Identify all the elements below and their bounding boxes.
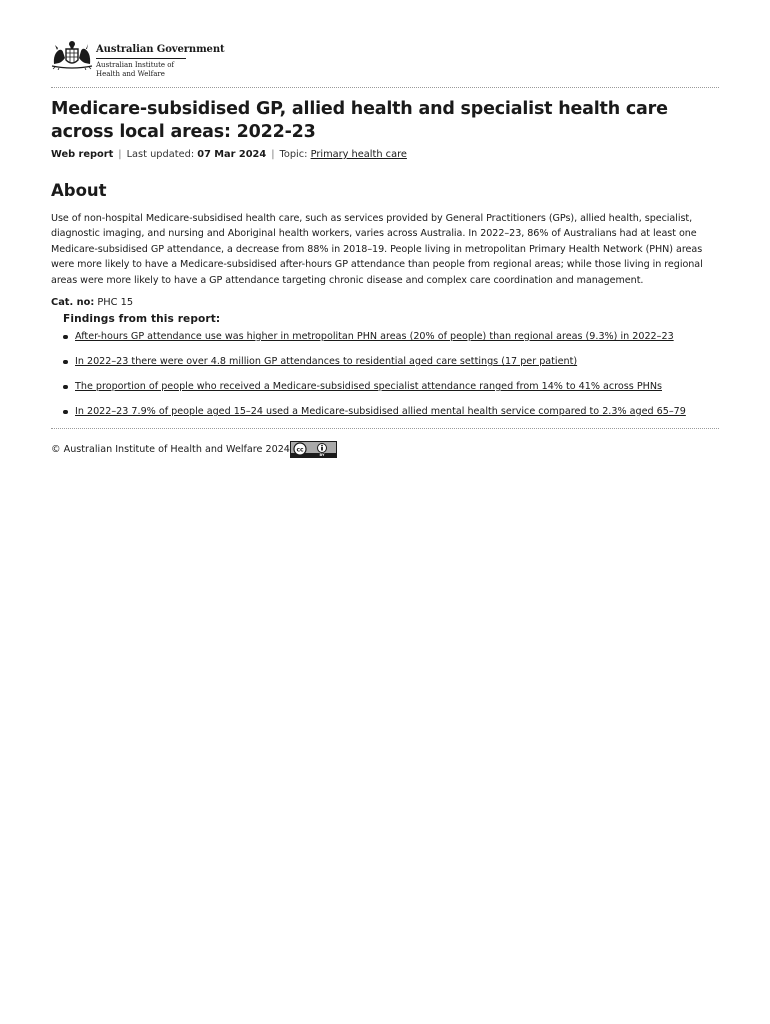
meta-separator: | bbox=[271, 149, 275, 160]
cat-label: Cat. no: bbox=[51, 297, 95, 308]
coat-of-arms-icon bbox=[51, 40, 93, 70]
bullet-icon bbox=[63, 385, 68, 390]
report-meta bbox=[51, 148, 407, 161]
topic-link[interactable]: Primary health care bbox=[310, 149, 407, 160]
catalogue-number bbox=[51, 296, 133, 309]
svg-text:cc: cc bbox=[296, 446, 304, 454]
finding-item bbox=[63, 405, 723, 430]
finding-link[interactable]: After-hours GP attendance use was higher in metropolitan PHN areas (20% of people) than regional areas (9.3%) in 2022–23 bbox=[75, 331, 674, 342]
about-text: Use of non-hospital Medicare-subsidised health care, such as services provided by General Practitioners (GPs), allied health, specialist, diagnostic imaging, and nursing and Aboriginal health workers, varies across Australia. In 2022–23, 86% of Australians had at least one Medicare-subsidised GP attendance, a decrease from 88% in 2018–19. People living in metropolitan Primary Health Network (PHN) areas were more likely to have a Medicare-subsidised after-hours GP attendance than people from regional areas; while those living in regional areas were more likely to have a GP attendance targeting chronic disease and complex care coordination and management. bbox=[51, 213, 703, 286]
agency-name-line-2: Health and Welfare bbox=[96, 69, 165, 78]
cat-value: PHC 15 bbox=[97, 297, 134, 308]
government-name: Australian Government bbox=[96, 44, 225, 55]
finding-item bbox=[63, 355, 723, 380]
finding-link[interactable]: In 2022–23 there were over 4.8 million GP attendances to residential aged care settings (17 per patient) bbox=[75, 356, 578, 367]
findings-list bbox=[63, 330, 723, 430]
updated-date: 07 Mar 2024 bbox=[197, 149, 267, 160]
wordmark-divider bbox=[96, 58, 186, 59]
agency-wordmark bbox=[96, 44, 225, 78]
finding-link[interactable]: The proportion of people who received a Medicare-subsidised specialist attendance ranged from 14% to 41% across PHNs bbox=[75, 381, 662, 392]
agency-name-line-1: Australian Institute of bbox=[96, 61, 175, 69]
cc-by-symbols-icon bbox=[291, 442, 336, 457]
bullet-icon bbox=[63, 335, 68, 340]
cc-by-icon[interactable] bbox=[290, 441, 337, 458]
finding-item bbox=[63, 330, 723, 355]
page-title: Medicare-subsidised GP, allied health and specialist health care across local areas: 2022-23 bbox=[51, 99, 668, 142]
about-heading: About bbox=[51, 181, 107, 200]
bullet-icon bbox=[63, 410, 68, 415]
meta-separator: | bbox=[118, 149, 122, 160]
finding-item bbox=[63, 380, 723, 405]
copyright-text: © Australian Institute of Health and Welfare 2024 bbox=[51, 444, 290, 455]
header-divider bbox=[51, 87, 719, 88]
footer-divider bbox=[51, 428, 719, 429]
report-type: Web report bbox=[51, 149, 114, 160]
findings-heading: Findings from this report: bbox=[63, 313, 221, 325]
updated-label: Last updated: bbox=[126, 149, 195, 160]
site-header bbox=[51, 40, 719, 80]
bullet-icon bbox=[63, 360, 68, 365]
topic-label: Topic: bbox=[279, 149, 308, 160]
cc-by-label: BY bbox=[319, 453, 325, 457]
finding-link[interactable]: In 2022–23 7.9% of people aged 15–24 used a Medicare-subsidised allied mental health service compared to 2.3% aged 65–79 bbox=[75, 406, 686, 417]
